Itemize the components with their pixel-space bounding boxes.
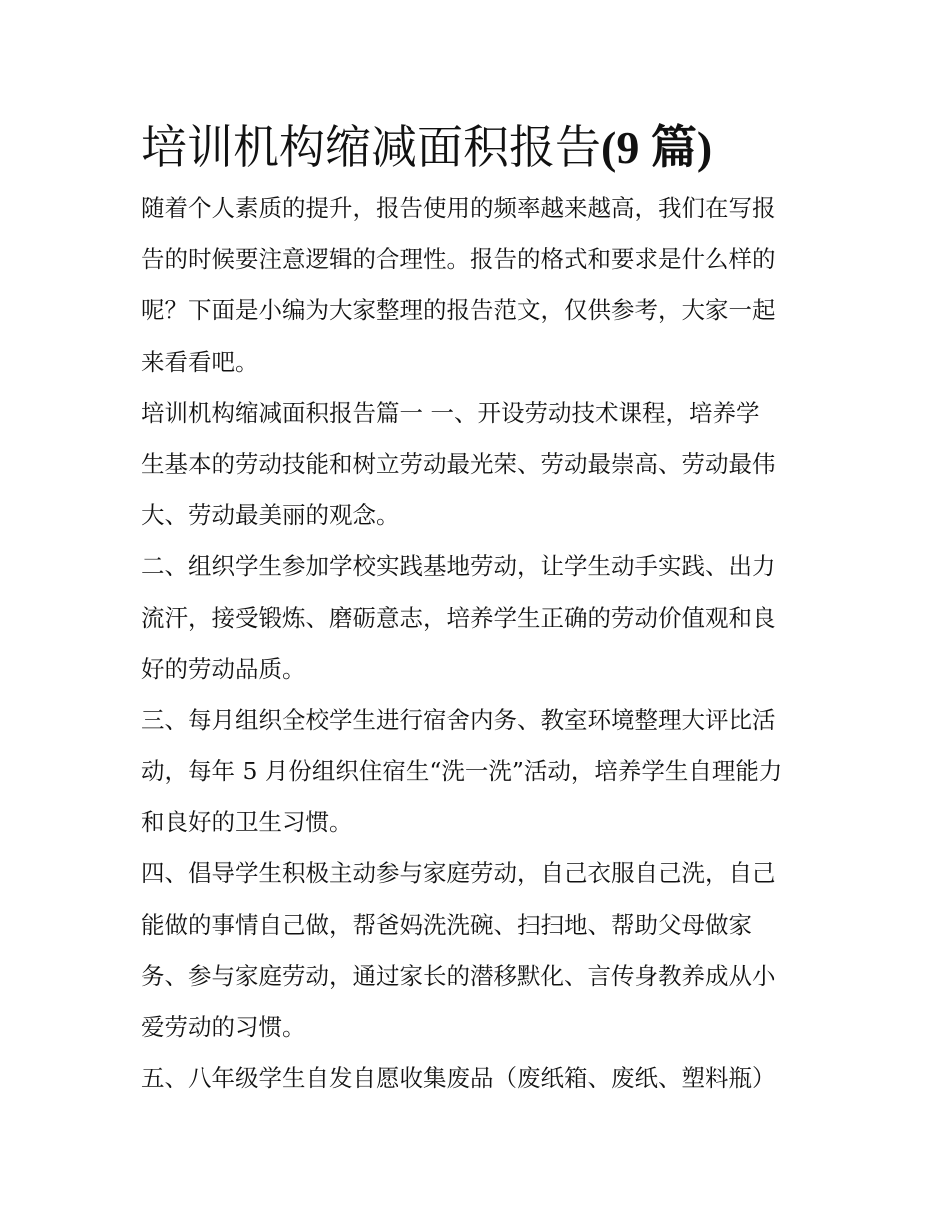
text-line: 随着个人素质的提升，报告使用的频率越来越高，我们在写报 [141,194,776,222]
text-line: 呢？下面是小编为大家整理的报告范文，仅供参考，大家一起 [141,296,776,325]
section-paragraph-5 [141,1053,813,1104]
text-line: 四、倡导学生积极主动参与家庭劳动，自己衣服自己洗，自己 [141,859,776,888]
document-title [141,112,813,183]
text-line: 务、参与家庭劳动，通过家长的潜移默化、言传身教养成从小 [141,961,776,990]
title-count: (9 篇) [601,122,713,173]
text-line: 生基本的劳动技能和树立劳动最光荣、劳动最崇高、劳动最伟 [141,449,776,478]
title-main: 培训机构缩减面积报告 [141,120,601,174]
text-line: 告的时候要注意逻辑的合理性。报告的格式和要求是什么样的 [141,245,776,274]
text-line: 来看看吧。 [141,347,259,376]
section-paragraph-2 [141,541,813,695]
text-line: 和良好的卫生习惯。 [141,808,353,837]
section-paragraph-3 [141,695,813,849]
text-line: 好的劳动品质。 [141,654,306,683]
section-paragraph-4 [141,848,813,1053]
text-line: 流汗，接受锻炼、磨砺意志，培养学生正确的劳动价值观和良 [141,603,776,632]
text-line: 大、劳动最美丽的观念。 [141,501,400,530]
text-line: 二、组织学生参加学校实践基地劳动，让学生动手实践、出力 [141,552,776,581]
text-line: 能做的事情自己做，帮爸妈洗洗碗、扫扫地、帮助父母做家 [141,910,752,939]
text-line: 培训机构缩减面积报告篇一 一、开设劳动技术课程，培养学 [141,398,760,427]
text-line: 动，每年 5 月份组织住宿生“洗一洗”活动，培养学生自理能力 [141,757,783,786]
text-line: 三、每月组织全校学生进行宿舍内务、教室环境整理大评比活 [141,705,776,734]
document-body [141,112,813,1104]
text-line: 爱劳动的习惯。 [141,1013,306,1041]
intro-paragraph [141,183,813,388]
section-paragraph-1 [141,388,813,542]
text-line: 五、八年级学生自发自愿收集废品（废纸箱、废纸、塑料瓶） [141,1064,776,1093]
